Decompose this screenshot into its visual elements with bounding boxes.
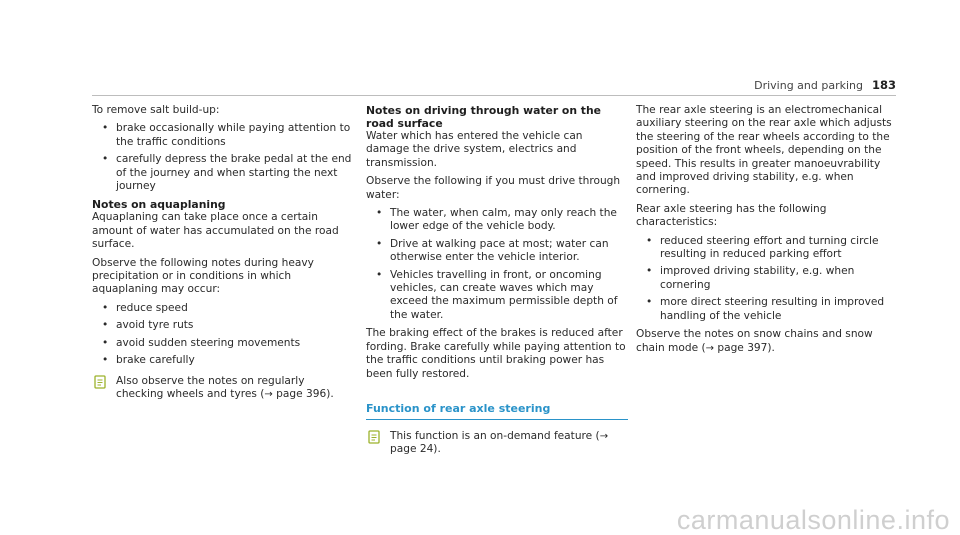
- braking-text: The braking effect of the brakes is reduced after fording. Brake carefully while paying attention to the traffic conditions until braking power has been fully restored.: [366, 327, 626, 380]
- list-item: • Drive at walking pace at most; water can otherwise enter the vehicle interior.: [366, 238, 628, 265]
- list-item: • improved driving stability, e.g. when cornering: [636, 265, 898, 292]
- page-number: 183: [871, 78, 896, 92]
- page-reference[interactable]: page 396).: [272, 387, 334, 400]
- note-text: This function is an on-demand feature (: [390, 429, 600, 442]
- salt-list: [92, 122, 354, 193]
- rear-axle-description: The rear axle steering is an electromechanical auxiliary steering on the rear axle which adjusts the steering of the rear wheels according to the position of the front wheels, depending on the speed. This results in greater manoeuvrability and improved driving stability, e.g. when cornering.: [636, 104, 892, 197]
- list-item: • brake occasionally while paying attention to the traffic conditions: [92, 122, 354, 149]
- list-item: • Vehicles travelling in front, or oncoming vehicles, can create waves which may exceed the maximum permissible depth of the water.: [366, 269, 628, 323]
- aquaplaning-list: [92, 302, 354, 368]
- list-item: • avoid sudden steering movements: [92, 337, 354, 350]
- arrow-reference-icon: →: [705, 342, 714, 354]
- list-item: • more direct steering resulting in improved handling of the vehicle: [636, 296, 898, 323]
- aquaplaning-observe: Observe the following notes during heavy precipitation or in conditions in which aquaplaning may occur:: [92, 256, 314, 296]
- column-right: [636, 104, 898, 360]
- list-item: • reduce speed: [92, 302, 354, 315]
- header-rule: [92, 95, 896, 96]
- feature-note: [366, 430, 628, 457]
- water-text: Water which has entered the vehicle can damage the drive system, electrics and transmission.: [366, 130, 583, 169]
- running-title: Driving and parking: [754, 79, 863, 92]
- note-text: Observe the notes on snow chains and snow chain mode (: [636, 328, 873, 354]
- list-item: • brake carefully: [92, 354, 354, 367]
- column-left: [92, 104, 354, 401]
- list-item: • The water, when calm, may only reach the lower edge of the vehicle body.: [366, 207, 628, 234]
- arrow-reference-icon: →: [599, 430, 609, 442]
- aquaplaning-text: Aquaplaning can take place once a certain amount of water has accumulated on the road surface.: [92, 211, 339, 251]
- watermark: carmanualsonline.info: [676, 504, 950, 535]
- list-item: • reduced steering effort and turning circle resulting in reduced parking effort: [636, 235, 898, 262]
- note-icon: [367, 430, 381, 444]
- water-heading: Notes on driving through water on the road surface: [366, 104, 601, 130]
- column-middle: [366, 104, 628, 457]
- characteristics-list: [636, 235, 898, 323]
- list-item: • carefully depress the brake pedal at the end of the journey and when starting the next journey: [92, 153, 354, 193]
- note-text: Also observe the notes on regularly checking wheels and tyres (: [116, 374, 305, 400]
- tyre-note: [92, 375, 354, 402]
- water-list: [366, 207, 628, 322]
- list-item: • avoid tyre ruts: [92, 319, 354, 332]
- water-observe: Observe the following if you must drive through water:: [366, 175, 621, 201]
- page-reference[interactable]: page 24).: [390, 443, 441, 456]
- section-heading: Function of rear axle steering: [366, 402, 628, 420]
- page-reference[interactable]: page 397).: [714, 341, 775, 354]
- aquaplaning-heading: Notes on aquaplaning: [92, 198, 226, 212]
- arrow-reference-icon: →: [264, 388, 273, 400]
- snow-chains-note: [636, 328, 898, 355]
- characteristics-intro: Rear axle steering has the following characteristics:: [636, 202, 827, 229]
- note-icon: [93, 375, 107, 389]
- salt-intro: To remove salt build-up:: [92, 104, 220, 116]
